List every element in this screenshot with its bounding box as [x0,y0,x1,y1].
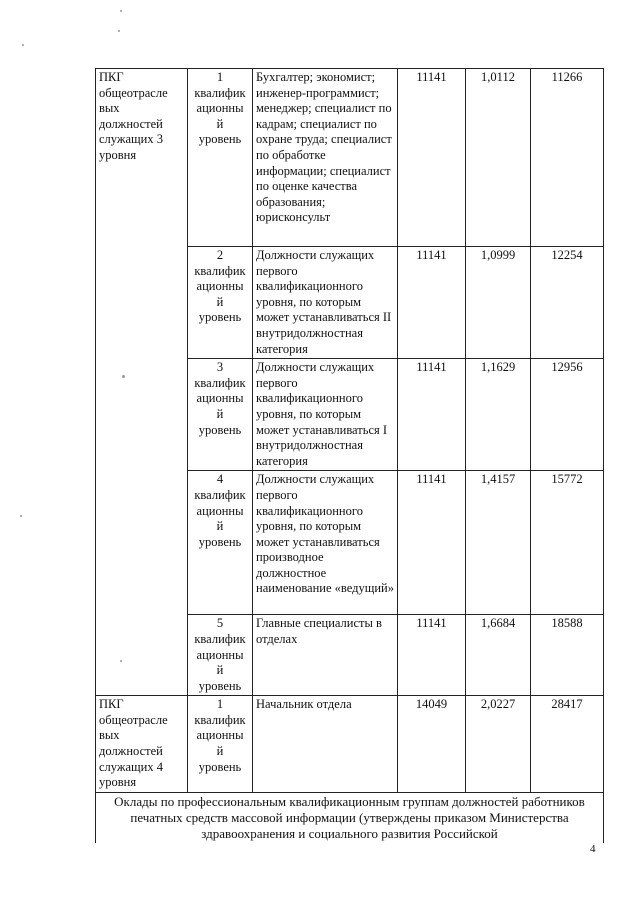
salary-cell: 28417 [531,696,604,793]
caption-row [96,792,604,843]
qualification-level-line: й [216,663,224,678]
qualification-level-line: 4 [216,472,224,487]
qualification-level-line: ационны [196,391,244,406]
qualification-level-cell [188,696,253,793]
salary-table-body [96,69,604,843]
qualification-level-line: ационны [196,101,244,116]
qualification-level-line: квалифик [194,631,246,646]
base-salary-cell: 11141 [398,69,466,247]
group-name-line: общеотрасле [99,85,168,100]
qualification-level-line: уровень [198,310,242,325]
qualification-level-line: й [216,519,224,534]
qualification-level-line: уровень [198,422,242,437]
coefficient-cell: 2,0227 [466,696,531,793]
section-caption: Оклады по профессиональным квалификационным группам должностей работников печатных средств массовой информации (утверждены приказом Министерства здравоохранения и социального развития Российской [96,792,604,843]
qualification-level-line: ационны [196,503,244,518]
base-salary-cell: 11141 [398,359,466,471]
salary-table [95,68,604,843]
qualification-level-line: 1 [216,697,224,712]
table-row [96,69,604,247]
qualification-level-line: 1 [216,70,224,84]
coefficient-cell: 1,6684 [466,615,531,696]
qualification-level-line: ационны [196,279,244,294]
base-salary-cell: 11141 [398,615,466,696]
qualification-level-line: 2 [216,248,224,262]
group-name-line: уровня [99,147,137,162]
position-cell: Должности служащих первого квалификационного уровня, по которым может устанавливаться производное должностное наименование «ведущий» [253,471,398,615]
qualification-level-line: й [216,116,224,131]
position-cell: Начальник отдела [253,696,398,793]
qualification-level-line: ационны [196,647,244,662]
coefficient-cell: 1,1629 [466,359,531,471]
group-name-line: служащих 4 [99,759,163,774]
qualification-level-line: уровень [198,678,242,693]
salary-cell: 12956 [531,359,604,471]
qualification-level-line: квалифик [194,375,246,390]
qualification-level-line: ационны [196,728,244,743]
position-cell: Должности служащих первого квалификационного уровня, по которым может устанавливаться I внутридолжностная категория [253,359,398,471]
table-row [96,696,604,793]
group-name-cell [96,696,188,793]
base-salary-cell: 14049 [398,696,466,793]
coefficient-cell: 1,4157 [466,471,531,615]
group-name-line: ПКГ [99,697,124,712]
group-name-line: должностей [99,116,163,131]
scan-speck [120,10,122,12]
qualification-level-line: 5 [216,616,224,631]
scan-speck [20,515,22,517]
qualification-level-line: 3 [216,360,224,375]
group-name-line: должностей [99,744,163,759]
group-name-line: вых [99,101,120,116]
qualification-level-cell [188,615,253,696]
salary-cell: 11266 [531,69,604,247]
salary-cell: 15772 [531,471,604,615]
qualification-level-cell [188,247,253,359]
qualification-level-cell [188,69,253,247]
qualification-level-line: й [216,744,224,759]
scan-speck [22,44,24,46]
qualification-level-line: квалифик [194,263,246,278]
group-name-line: общеотрасле [99,712,168,727]
group-name-line: уровня [99,775,137,790]
qualification-level-line: уровень [198,759,242,774]
group-name-line: служащих 3 [99,132,163,147]
salary-cell: 12254 [531,247,604,359]
coefficient-cell: 1,0999 [466,247,531,359]
qualification-level-line: й [216,406,224,421]
qualification-level-cell [188,471,253,615]
coefficient-cell: 1,0112 [466,69,531,247]
page-number: 4 [590,843,596,855]
salary-cell: 18588 [531,615,604,696]
qualification-level-line: й [216,294,224,309]
scan-speck [118,30,120,32]
base-salary-cell: 11141 [398,247,466,359]
group-name-line: ПКГ [99,70,124,84]
qualification-level-line: квалифик [194,712,246,727]
qualification-level-line: квалифик [194,487,246,502]
position-cell: Главные специалисты в отделах [253,615,398,696]
qualification-level-line: уровень [198,132,242,147]
qualification-level-cell [188,359,253,471]
qualification-level-line: квалифик [194,85,246,100]
group-name-line: вых [99,728,120,743]
position-cell: Бухгалтер; экономист; инженер-программист; менеджер; специалист по кадрам; специалист по охране труда; специалист по обработке информации; специалист по оценке качества образования; юрисконсульт [253,69,398,247]
group-name-cell [96,69,188,696]
base-salary-cell: 11141 [398,471,466,615]
qualification-level-line: уровень [198,534,242,549]
position-cell: Должности служащих первого квалификационного уровня, по которым может устанавливаться II внутридолжностная категория [253,247,398,359]
